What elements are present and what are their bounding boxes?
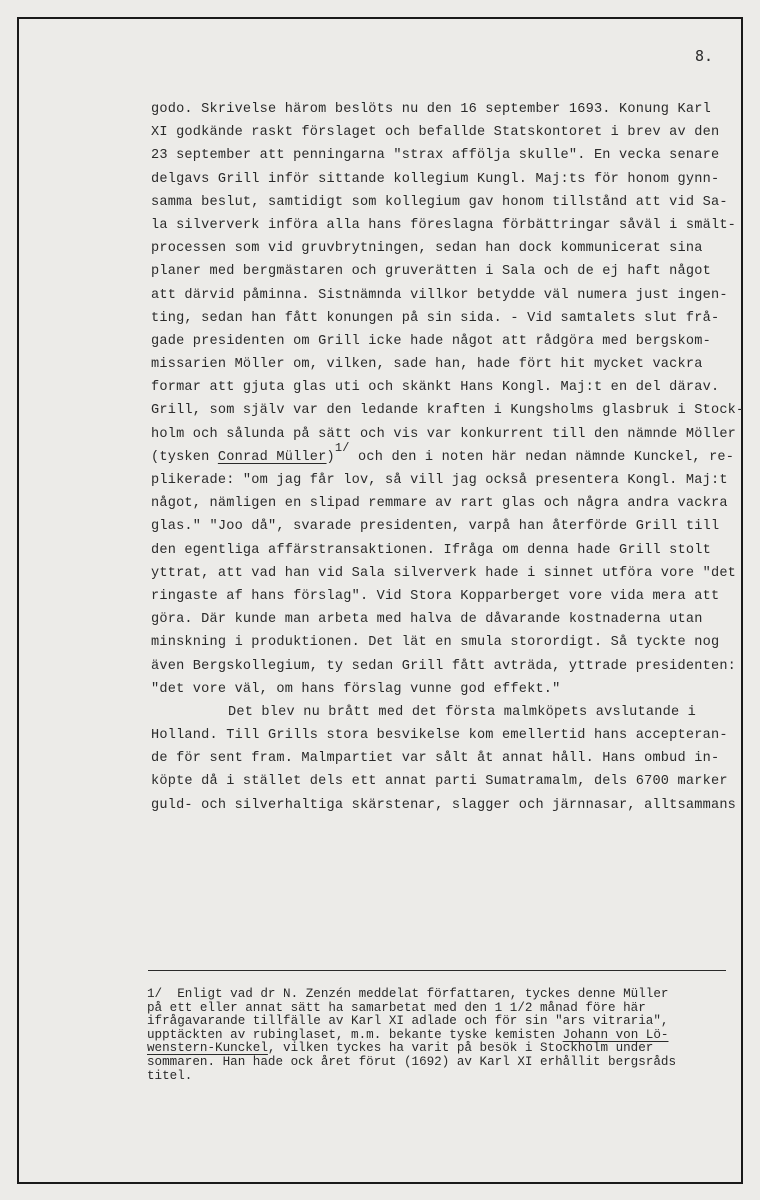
text-line-with-footnote-ref	[151, 440, 736, 469]
text-fragment: och den i noten här nedan nämnde Kunckel, re-	[349, 449, 735, 465]
footnote-separator	[148, 970, 726, 971]
text-line: guld- och silverhaltiga skärstenar, slagger och järnnasar, alltsammans	[151, 797, 737, 813]
footnote-line	[147, 1029, 737, 1043]
footnote-line: titel.	[147, 1068, 193, 1083]
text-line: ting, sedan han fått konungen på sin sida. - Vid samtalets slut frå-	[151, 310, 720, 326]
footnote	[147, 988, 737, 1083]
text-fragment: (tysken	[151, 449, 218, 465]
text-line: samma beslut, samtidigt som kollegium gav honom tillstånd att vid Sa-	[151, 194, 728, 210]
text-line: något, nämligen en slipad remmare av rart glas och några andra vackra	[151, 496, 728, 512]
footnote-line: sommaren. Han hade ock året förut (1692) av Karl XI erhållit bergsråds	[147, 1054, 677, 1069]
body-text	[151, 98, 745, 817]
text-fragment: )	[326, 449, 335, 465]
text-line: XI godkände raskt förslaget och befallde Statskontoret i brev av den	[151, 125, 720, 141]
text-line: holm och sålunda på sätt och vis var konkurrent till den nämnde Möller	[151, 426, 737, 442]
text-fragment: , vilken tyckes ha varit på besök i Stockholm under	[267, 1041, 654, 1056]
footnote-line: på ett eller annat sätt ha samarbetat med den 1 1/2 månad före här	[147, 1000, 646, 1015]
text-line: plikerade: "om jag får lov, så vill jag också presentera Kongl. Maj:t	[151, 473, 728, 488]
footnote-reference: 1/	[334, 440, 350, 455]
text-line: godo. Skrivelse härom beslöts nu den 16 september 1693. Konung Karl	[151, 102, 711, 117]
underlined-name: Johann von Lö-	[562, 1027, 669, 1042]
text-line: processen som vid gruvbrytningen, sedan han dock kommunicerat sina	[151, 241, 703, 257]
text-line: formar att gjuta glas uti och skänkt Hans Kongl. Maj:t en del därav.	[151, 380, 720, 396]
text-fragment: upptäckten av rubinglaset, m.m. bekante tyske kemisten	[147, 1027, 563, 1042]
text-line: de för sent fram. Malmpartiet var sålt åt annat håll. Hans ombud in-	[151, 751, 720, 767]
underlined-name: Conrad Müller	[217, 449, 327, 465]
text-line: "det vore väl, om hans förslag vunne god effekt."	[151, 681, 561, 697]
page-number: 8.	[695, 47, 714, 65]
text-line: Grill, som själv var den ledande kraften i Kungsholms glasbruk i Stock-	[151, 403, 745, 419]
text-line: glas." "Joo då", svarade presidenten, varpå han återförde Grill till	[151, 519, 720, 535]
text-line: att därvid påminna. Sistnämnda villkor betydde väl numera just ingen-	[151, 287, 728, 303]
text-line: missarien Möller om, vilken, sade han, hade fört hit mycket vackra	[151, 357, 703, 373]
text-line: göra. Där kunde man arbeta med halva de dåvarande kostnaderna utan	[151, 612, 703, 628]
footnote-line	[147, 1042, 737, 1056]
text-line: la silververk införa alla hans föreslagna förbättringar såväl i smält-	[151, 217, 737, 233]
text-line: 23 september att penningarna "strax afföljа skulle". En vecka senare	[151, 148, 720, 164]
text-line: ringaste af hans förslag". Vid Stora Kopparberget vore vida mera att	[151, 588, 720, 604]
footnote-line: 1/ Enligt vad dr N. Zenzén meddelat författaren, tyckes denne Müller	[147, 987, 669, 1001]
text-line: även Bergskollegium, ty sedan Grill fått avträda, yttrade presidenten:	[151, 658, 737, 674]
text-line: köpte då i stället dels ett annat parti Sumatramalm, dels 6700 marker	[151, 774, 728, 790]
footnote-line: ifrågavarande tillfälle av Karl XI adlade och för sin "ars vitraria",	[147, 1014, 669, 1029]
text-line: minskning i produktionen. Det lät en smula storordigt. Så tyckte nog	[151, 635, 720, 651]
text-line: planer med bergmästaren och gruverätten i Sala och de ej haft något	[151, 264, 711, 280]
text-line: Holland. Till Grills stora besvikelse kom emellertid hans accepteran-	[151, 728, 728, 744]
text-line: delgavs Grill inför sittande kollegium Kungl. Maj:ts för honom gynn-	[151, 171, 720, 187]
underlined-name: wenstern-Kunckel	[147, 1041, 268, 1056]
text-line: den egentliga affärstransaktionen. Ifråga om denna hade Grill stolt	[151, 542, 711, 558]
text-line: yttrat, att vad han vid Sala silververk hade i sinnet utföra vore "det	[151, 565, 737, 581]
text-line: gade presidenten om Grill icke hade något att rådgöra med bergskom-	[151, 333, 711, 349]
text-line-indented: Det blev nu brått med det första malmköpets avslutande i	[228, 704, 697, 720]
